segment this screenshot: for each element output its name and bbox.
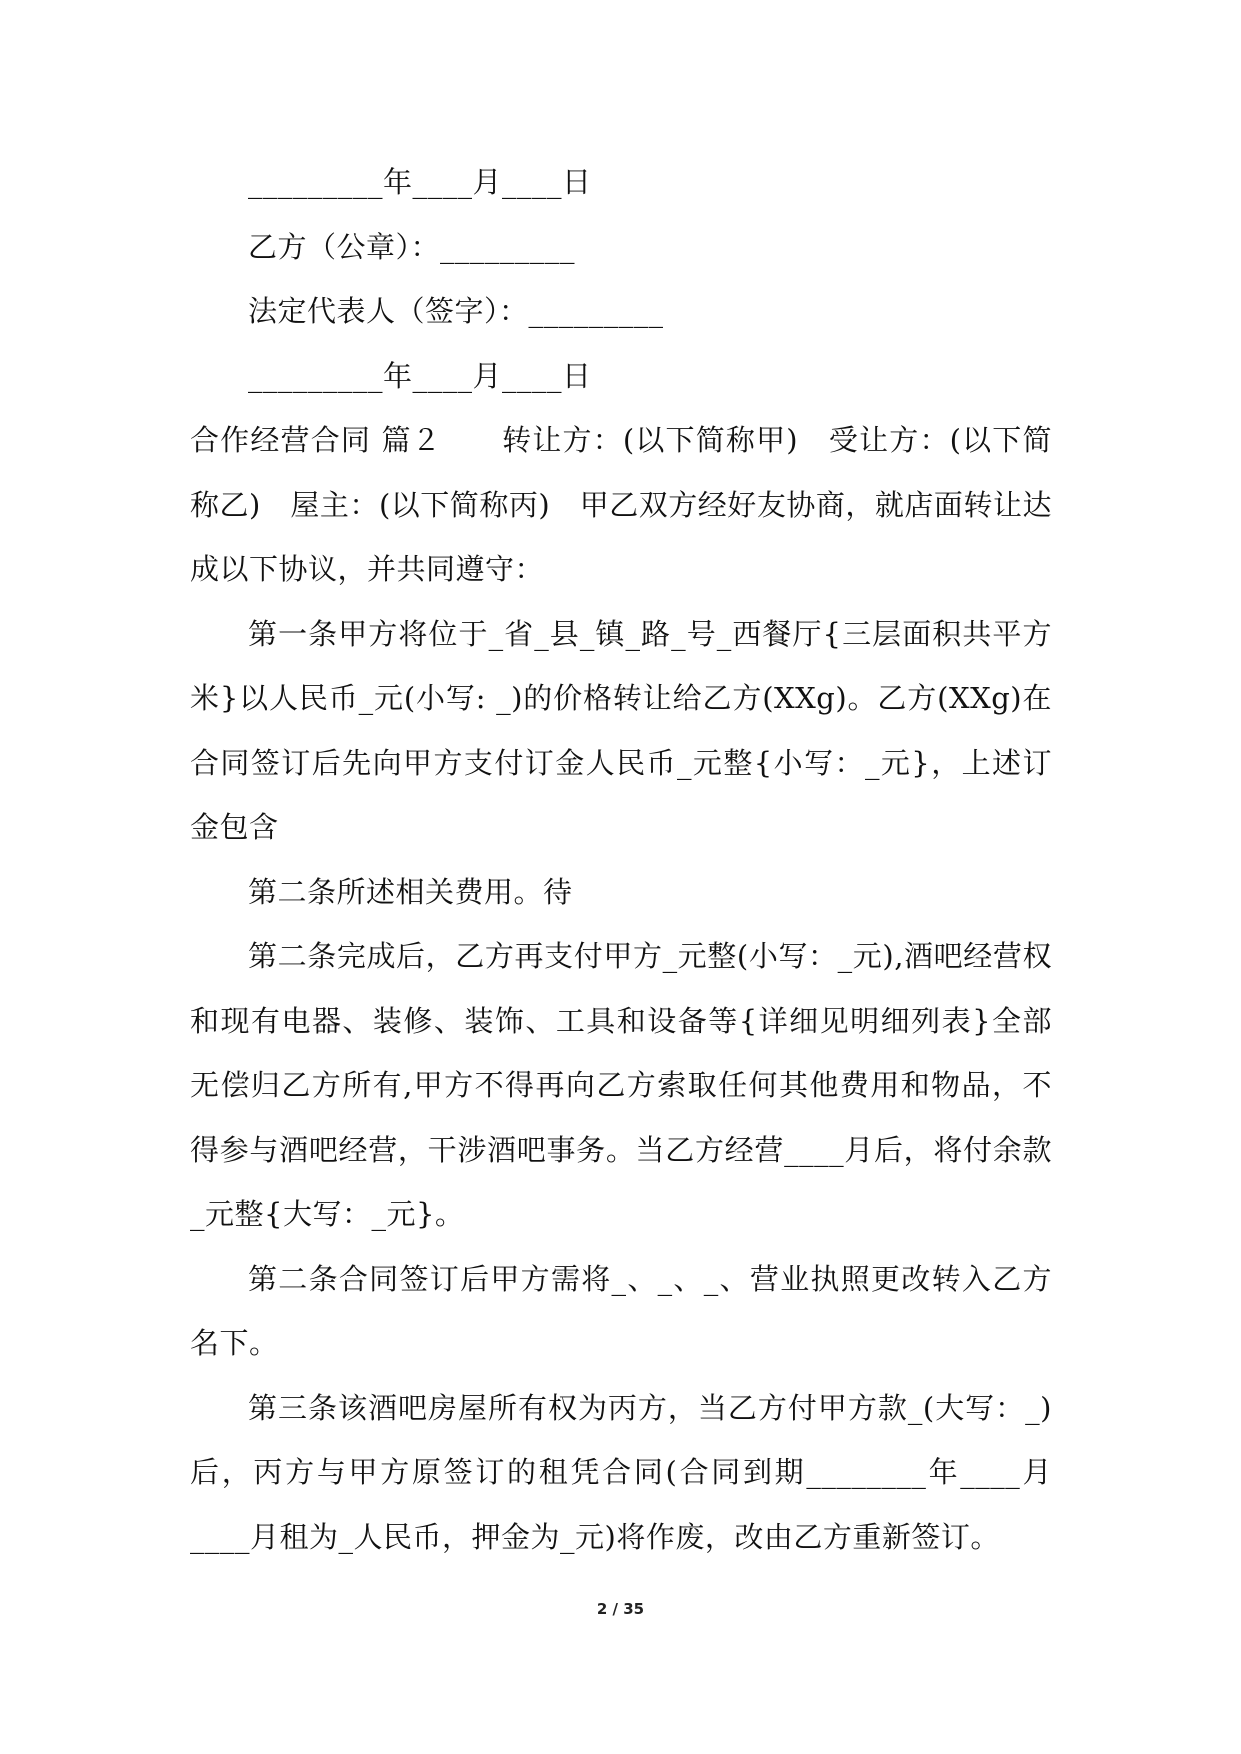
contract-2-intro: 合作经营合同 篇２ 转让方：(以下简称甲) 受让方：(以下简称乙) 屋主：(以下简称丙) 甲乙双方经好友协商，就店面转让达成以下协议，并共同遵守： <box>190 423 1052 586</box>
page-number: 2 / 35 <box>596 1600 645 1618</box>
article-3: 第三条该酒吧房屋所有权为丙方，当乙方付甲方款_(大写：_)后，丙方与甲方原签订的租凭合同(合同到期________年____月____月租为_人民币，押金为_元)将作废，改由乙方重新签订。 <box>190 1390 1052 1554</box>
article-2-b: 第二条完成后，乙方再支付甲方_元整(小写：_元),酒吧经营权和现有电器、装修、装饰、工具和设备等{详细见明细列表}全部无偿归乙方所有,甲方不得再向乙方索取任何其他费用和物品，不得参与酒吧经营，干涉酒吧事务。当乙方经营____月后，将付余款_元整{大写：_元}。 <box>190 939 1052 1231</box>
article-2-a: 第二条所述相关费用。待 <box>248 874 573 909</box>
date-line-1: _________年____月____日 <box>248 165 592 199</box>
article-2-c: 第二条合同签订后甲方需将_、_、_、营业执照更改转入乙方名下。 <box>190 1261 1052 1360</box>
date-line-2: _________年____月____日 <box>248 358 592 393</box>
document-body <box>190 150 1052 1569</box>
article-1: 第一条甲方将位于_省_县_镇_路_号_西餐厅{三层面积共平方米}以人民币_元(小写: _)的价格转让给乙方(XXg)。乙方(XXg)在合同签订后先向甲方支付订金人民币_元整{小写：_元}，上述订金包含 <box>190 616 1052 844</box>
legal-representative-line: 法定代表人（签字）：_________ <box>248 294 664 328</box>
party-b-seal-line: 乙方（公章）：_________ <box>248 229 576 264</box>
